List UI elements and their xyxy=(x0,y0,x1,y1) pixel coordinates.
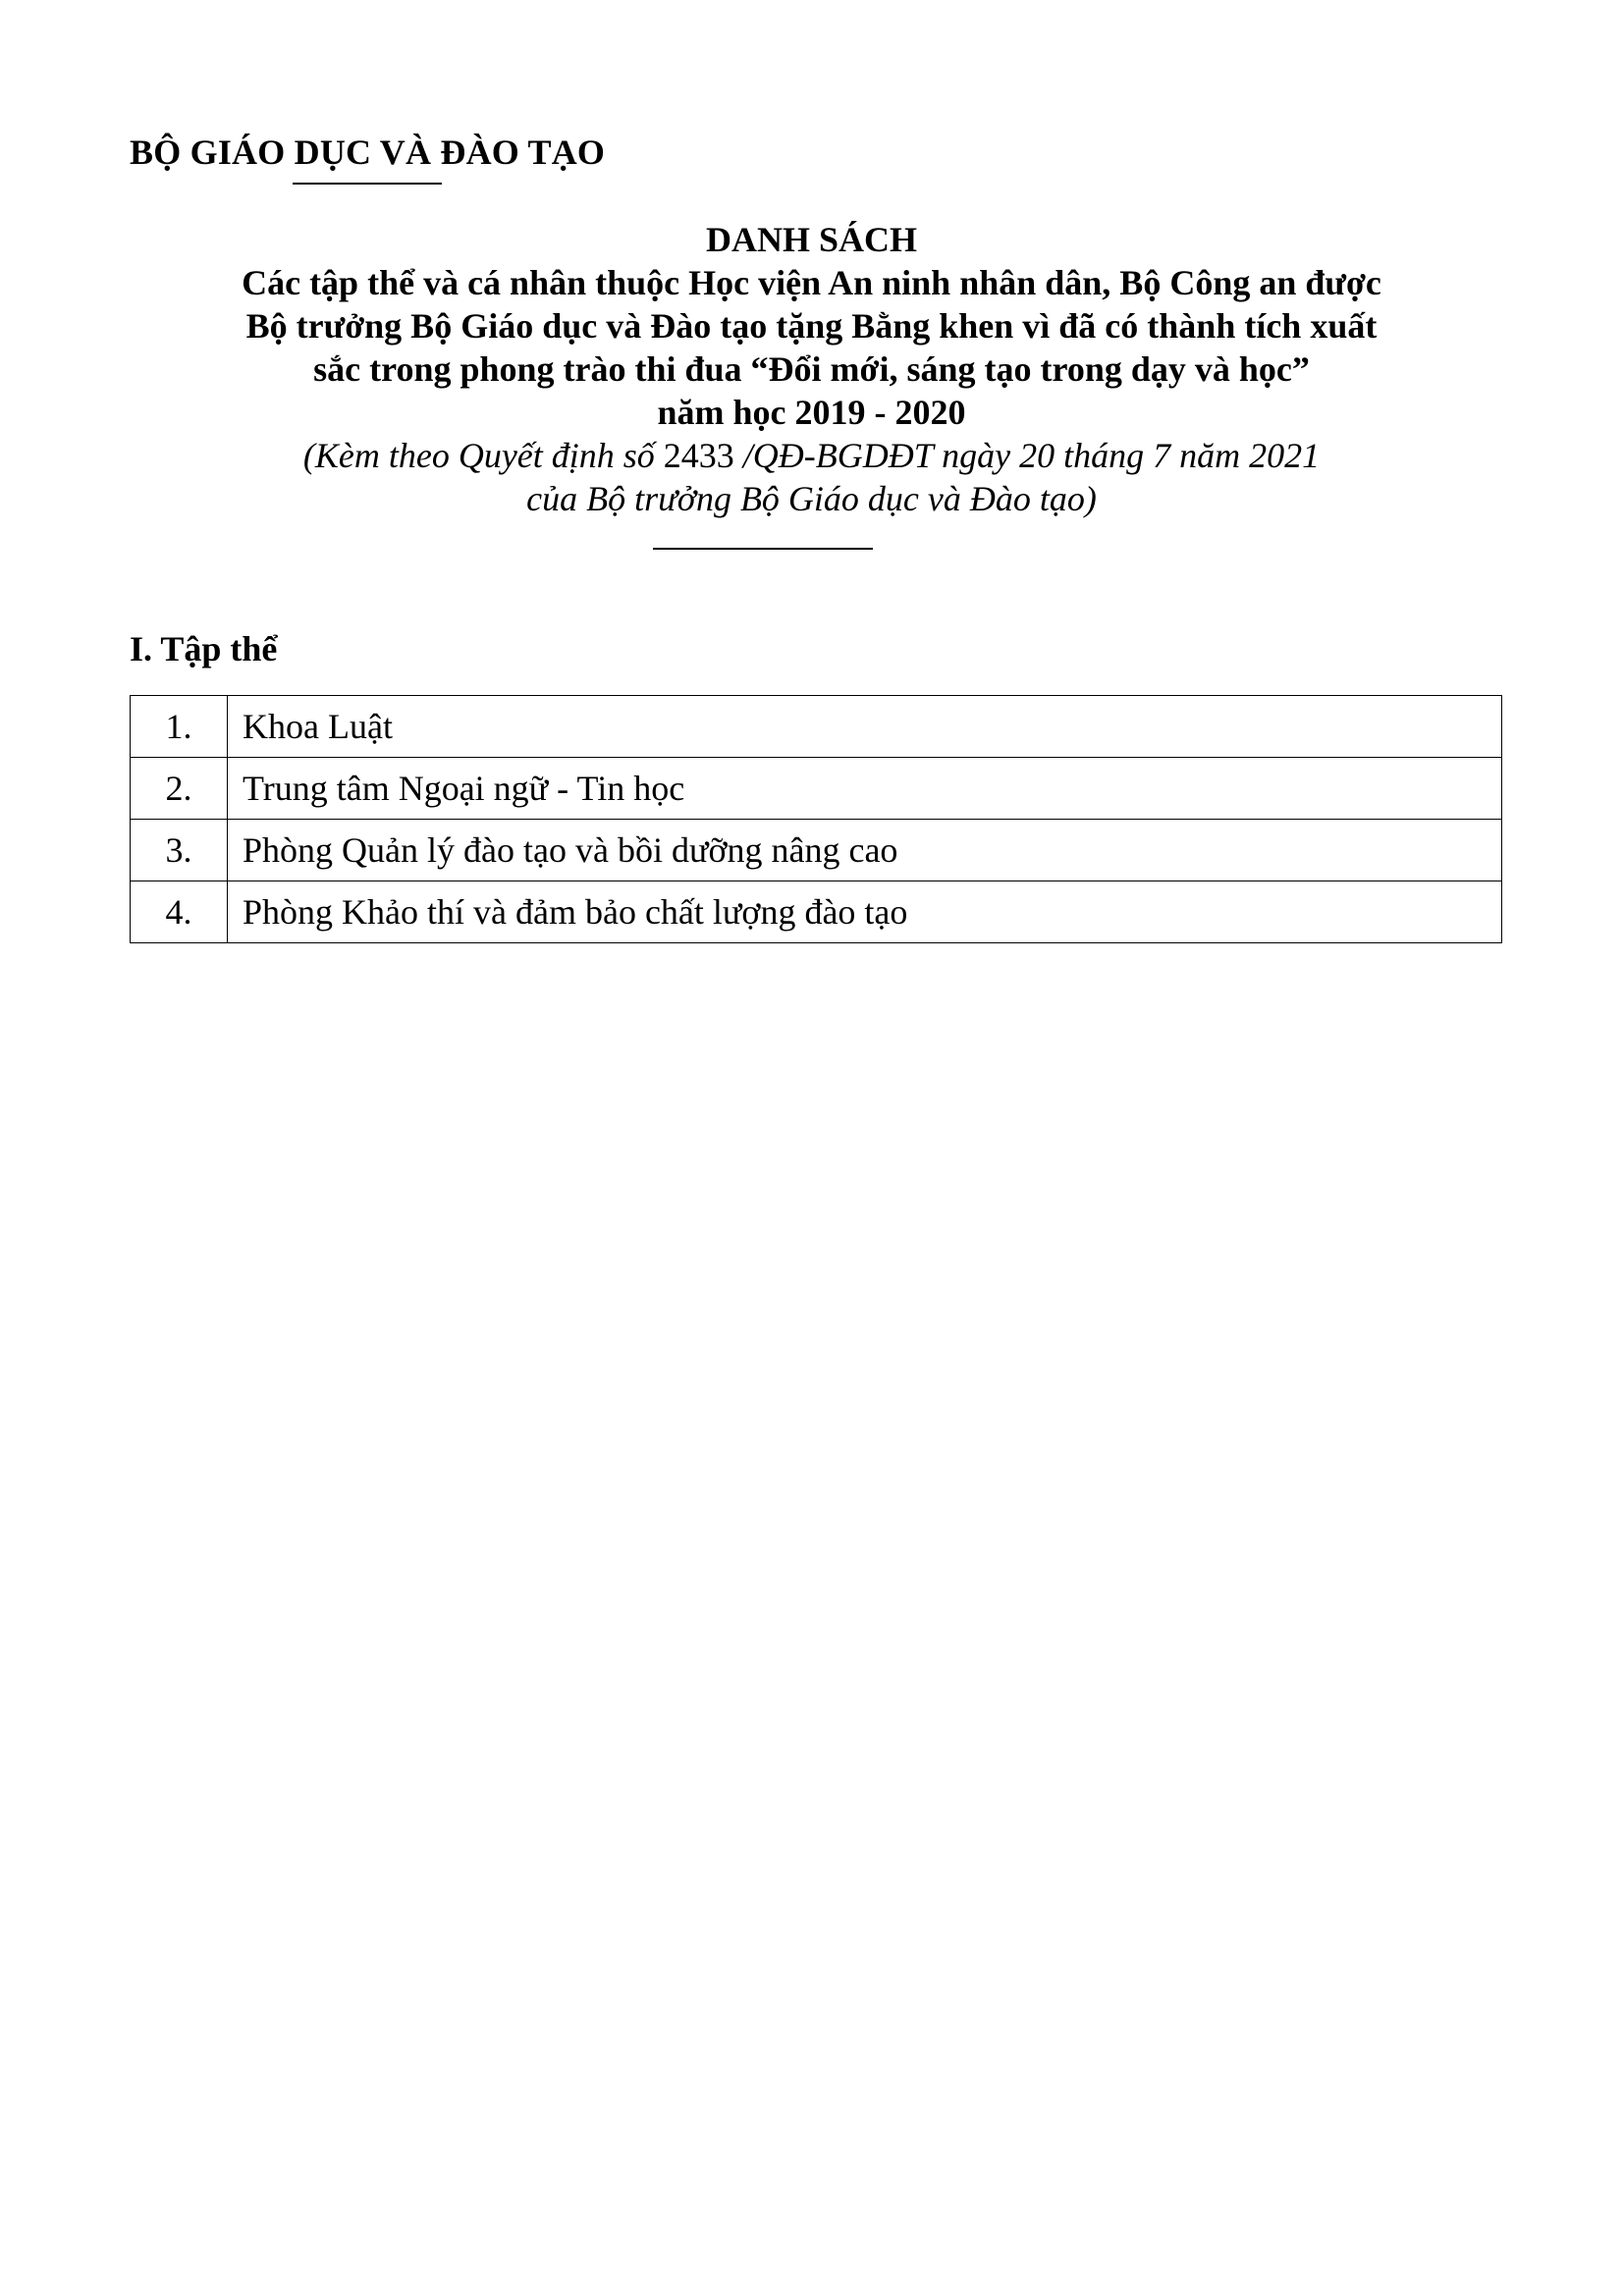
issuer-underline xyxy=(653,548,873,550)
row-index: 3. xyxy=(131,820,228,881)
table-row xyxy=(131,758,1502,820)
ministry-underline xyxy=(293,183,442,185)
title-line-1: Các tập thể và cá nhân thuộc Học viện An ninh nhân dân, Bộ Công an được xyxy=(242,263,1381,302)
title-line-3: sắc trong phong trào thi đua “Đổi mới, sáng tạo trong dạy và học” xyxy=(313,349,1310,389)
decision-issuer: của Bộ trưởng Bộ Giáo dục và Đào tạo) xyxy=(526,479,1097,518)
school-year: năm học 2019 - 2020 xyxy=(657,393,966,432)
row-name: Trung tâm Ngoại ngữ - Tin học xyxy=(228,758,1502,820)
row-index: 4. xyxy=(131,881,228,943)
ministry-name: BỘ GIÁO DỤC VÀ ĐÀO TẠO xyxy=(130,133,606,172)
row-index: 1. xyxy=(131,696,228,758)
row-name: Phòng Quản lý đào tạo và bồi dưỡng nâng cao xyxy=(228,820,1502,881)
decision-prefix: (Kèm theo Quyết định số xyxy=(302,436,664,475)
document-title: DANH SÁCH xyxy=(705,220,917,259)
decision-month-year: tháng 7 năm 2021 xyxy=(1055,436,1321,475)
decision-day: 20 xyxy=(1019,436,1055,475)
collectives-table xyxy=(130,695,1502,943)
decision-number: 2433 xyxy=(663,436,734,475)
table-row xyxy=(131,820,1502,881)
title-line-2: Bộ trưởng Bộ Giáo dục và Đào tạo tặng Bằng khen vì đã có thành tích xuất xyxy=(245,306,1378,346)
decision-reference xyxy=(147,434,1476,477)
document-title-block xyxy=(147,218,1476,520)
decision-code: /QĐ-BGDĐT ngày xyxy=(733,436,1020,475)
table-row xyxy=(131,696,1502,758)
table-row xyxy=(131,881,1502,943)
row-name: Phòng Khảo thí và đảm bảo chất lượng đào tạo xyxy=(228,881,1502,943)
row-name: Khoa Luật xyxy=(228,696,1502,758)
section-heading: I. Tập thể xyxy=(130,629,278,668)
row-index: 2. xyxy=(131,758,228,820)
